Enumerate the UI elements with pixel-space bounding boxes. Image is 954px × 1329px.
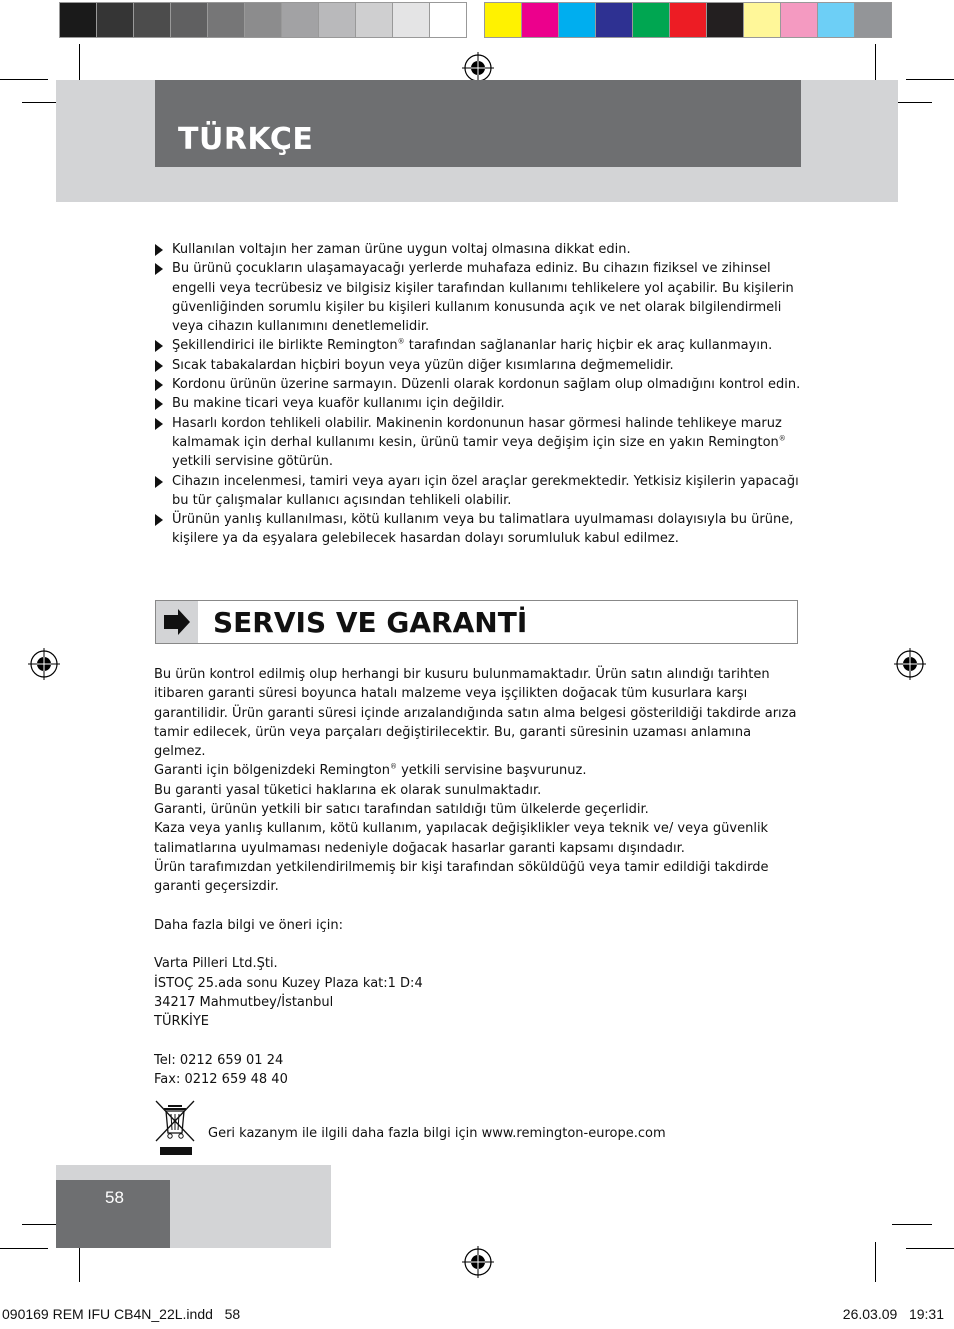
- fax-number: Fax: 0212 659 48 40: [154, 1072, 288, 1088]
- color-swatch: [355, 2, 393, 38]
- color-swatch: [96, 2, 134, 38]
- paragraph: Kaza veya yanlış kullanım, kötü kullanım, yapılacak değişiklikler veya teknik ve/ veya güvenlik talimatlarına uyulmaması nedeniyle doğacak hasarlar garanti kapsamı dışındadır.: [154, 821, 769, 856]
- crop-mark: [79, 1242, 80, 1282]
- bullet-arrow-icon: [155, 418, 163, 430]
- crop-mark: [892, 102, 932, 103]
- list-item: Şekillendirici ile birlikte Remington® tarafından sağlananlar hariç hiçbir ek araç kullanmayın.: [153, 336, 803, 355]
- list-item: Sıcak tabakalardan hiçbiri boyun veya yüzün diğer kısımlarına değmemelidir.: [153, 356, 803, 375]
- bullet-arrow-icon: [155, 398, 163, 410]
- info-label: Daha fazla bilgi ve öneri için:: [154, 917, 343, 933]
- list-item: Kullanılan voltajın her zaman ürüne uygun voltaj olmasına dikkat edin.: [153, 240, 803, 259]
- color-swatch: [392, 2, 430, 38]
- crop-mark: [875, 1242, 876, 1282]
- registration-mark-icon: [462, 1246, 494, 1278]
- crop-mark: [79, 44, 80, 84]
- color-swatch: [281, 2, 319, 38]
- color-swatch: [632, 2, 670, 38]
- section-title: SERVIS VE GARANTİ: [213, 606, 528, 639]
- bullet-arrow-icon: [155, 340, 163, 352]
- color-swatch: [170, 2, 208, 38]
- paragraph: Ürün tarafımızdan yetkilendirilmemiş bir kişi tarafından söküldüğü veya tamir edildiği takdirde garanti geçersizdir.: [154, 859, 769, 895]
- safety-bullet-list: [153, 240, 803, 549]
- paragraph: Bu garanti yasal tüketici haklarına ek olarak sunulmaktadır.: [154, 782, 542, 798]
- color-swatch: [743, 2, 781, 38]
- color-swatch: [59, 2, 97, 38]
- color-swatch: [429, 2, 467, 38]
- registration-mark-icon: [28, 648, 60, 680]
- color-swatch: [133, 2, 171, 38]
- address-line: İSTOÇ 25.ada sonu Kuzey Plaza kat:1 D:4: [154, 975, 423, 991]
- bullet-arrow-icon: [155, 360, 163, 372]
- paragraph: Garanti için bölgenizdeki Remington® yetkili servisine başvurunuz.: [154, 763, 587, 779]
- list-item: Bu makine ticari veya kuaför kullanımı için değildir.: [153, 394, 803, 413]
- color-swatch: [854, 2, 892, 38]
- list-item: Cihazın incelenmesi, tamiri veya ayarı için özel araçlar gerekmektedir. Yetkisiz kişilerin yapacağı bu tür çalışmalar kullanıcı açısından tehlikeli olabilir.: [153, 472, 803, 511]
- color-swatch: [558, 2, 596, 38]
- crop-mark: [875, 44, 876, 84]
- address-line: TÜRKİYE: [154, 1014, 210, 1030]
- color-swatch: [207, 2, 245, 38]
- page-title: TÜRKÇE: [178, 122, 314, 157]
- print-slug-file: 090169 REM IFU CB4N_22L.indd 58: [2, 1306, 241, 1322]
- section-icon-box: [156, 601, 198, 643]
- crop-mark: [906, 1248, 954, 1249]
- crop-mark: [892, 1224, 932, 1225]
- color-swatch: [318, 2, 356, 38]
- bullet-arrow-icon: [155, 514, 163, 526]
- page-number: 58: [105, 1188, 124, 1207]
- color-swatch: [484, 2, 522, 38]
- crop-mark: [0, 1248, 48, 1249]
- paragraph: Garanti, ürünün yetkili bir satıcı tarafından satıldığı tüm ülkelerde geçerlidir.: [154, 802, 649, 818]
- bullet-arrow-icon: [155, 263, 163, 275]
- color-swatch: [706, 2, 744, 38]
- crop-mark: [0, 79, 48, 80]
- list-item: Kordonu ürünün üzerine sarmayın. Düzenli olarak kordonun sağlam olup olmadığını kontrol edin.: [153, 375, 803, 394]
- color-swatch: [669, 2, 707, 38]
- color-swatch: [817, 2, 855, 38]
- arrow-right-icon: [156, 601, 198, 643]
- color-swatch: [244, 2, 282, 38]
- recycle-info-text: Geri kazanym ile ilgili daha fazla bilgi için www.remington-europe.com: [208, 1126, 666, 1141]
- list-item: Hasarlı kordon tehlikeli olabilir. Makinenin kordonunun hasar görmesi halinde tehlikeye maruz kalmamak için derhal kullanımı kesin, ürünü tamir veya değişim için size en yakın Remington® yetkili servisine götürün.: [153, 414, 803, 472]
- crop-mark: [906, 79, 954, 80]
- bullet-arrow-icon: [155, 379, 163, 391]
- registration-mark-icon: [894, 648, 926, 680]
- color-swatch: [521, 2, 559, 38]
- address-line: 34217 Mahmutbey/İstanbul: [154, 995, 334, 1011]
- bullet-arrow-icon: [155, 476, 163, 488]
- list-item: Ürünün yanlış kullanılması, kötü kullanım veya bu talimatlara uyulmaması dolayısıyla bu ürüne, kişilere ya da eşyalara gelebilecek hasardan dolayı sorumluluk kabul edilmez.: [153, 510, 803, 549]
- color-swatch: [780, 2, 818, 38]
- paragraph: Bu ürün kontrol edilmiş olup herhangi bir kusuru bulunmamaktadır. Ürün satın alındığı tarihten itibaren garanti süresi boyunca hatalı malzeme veya işçilikten doğacak tüm kusurlara karşı garantilidir. Ürün garanti süresi içinde arızalandığında satın alma belgesi gösterildiği takdirde arıza tamir edilecek, ürün veya parçaları değiştirilecektir. Bu, garanti süresinin uzaması anlamına gelmez.: [154, 667, 797, 760]
- crossed-bin-weee-icon: [154, 1099, 196, 1157]
- bullet-arrow-icon: [155, 244, 163, 256]
- warranty-text: [154, 665, 804, 1090]
- address-line: Varta Pilleri Ltd.Şti.: [154, 956, 278, 972]
- list-item: Bu ürünü çocukların ulaşamayacağı yerlerde muhafaza ediniz. Bu cihazın fiziksel ve zihinsel engelli veya tecrübesiz ve bilgisiz kişiler tarafından kullanımı tehlikelere yol açabilir. Bu kişilerin güvenliğinden sorumlu kişiler bu kişileri kullanım konusunda açık ve net olarak bilgilendirmeli veya cihazın kullanımını denetlemelidir.: [153, 259, 803, 336]
- phone-number: Tel: 0212 659 01 24: [154, 1052, 284, 1068]
- print-slug-date: 26.03.09 19:31: [842, 1306, 944, 1322]
- color-swatch: [595, 2, 633, 38]
